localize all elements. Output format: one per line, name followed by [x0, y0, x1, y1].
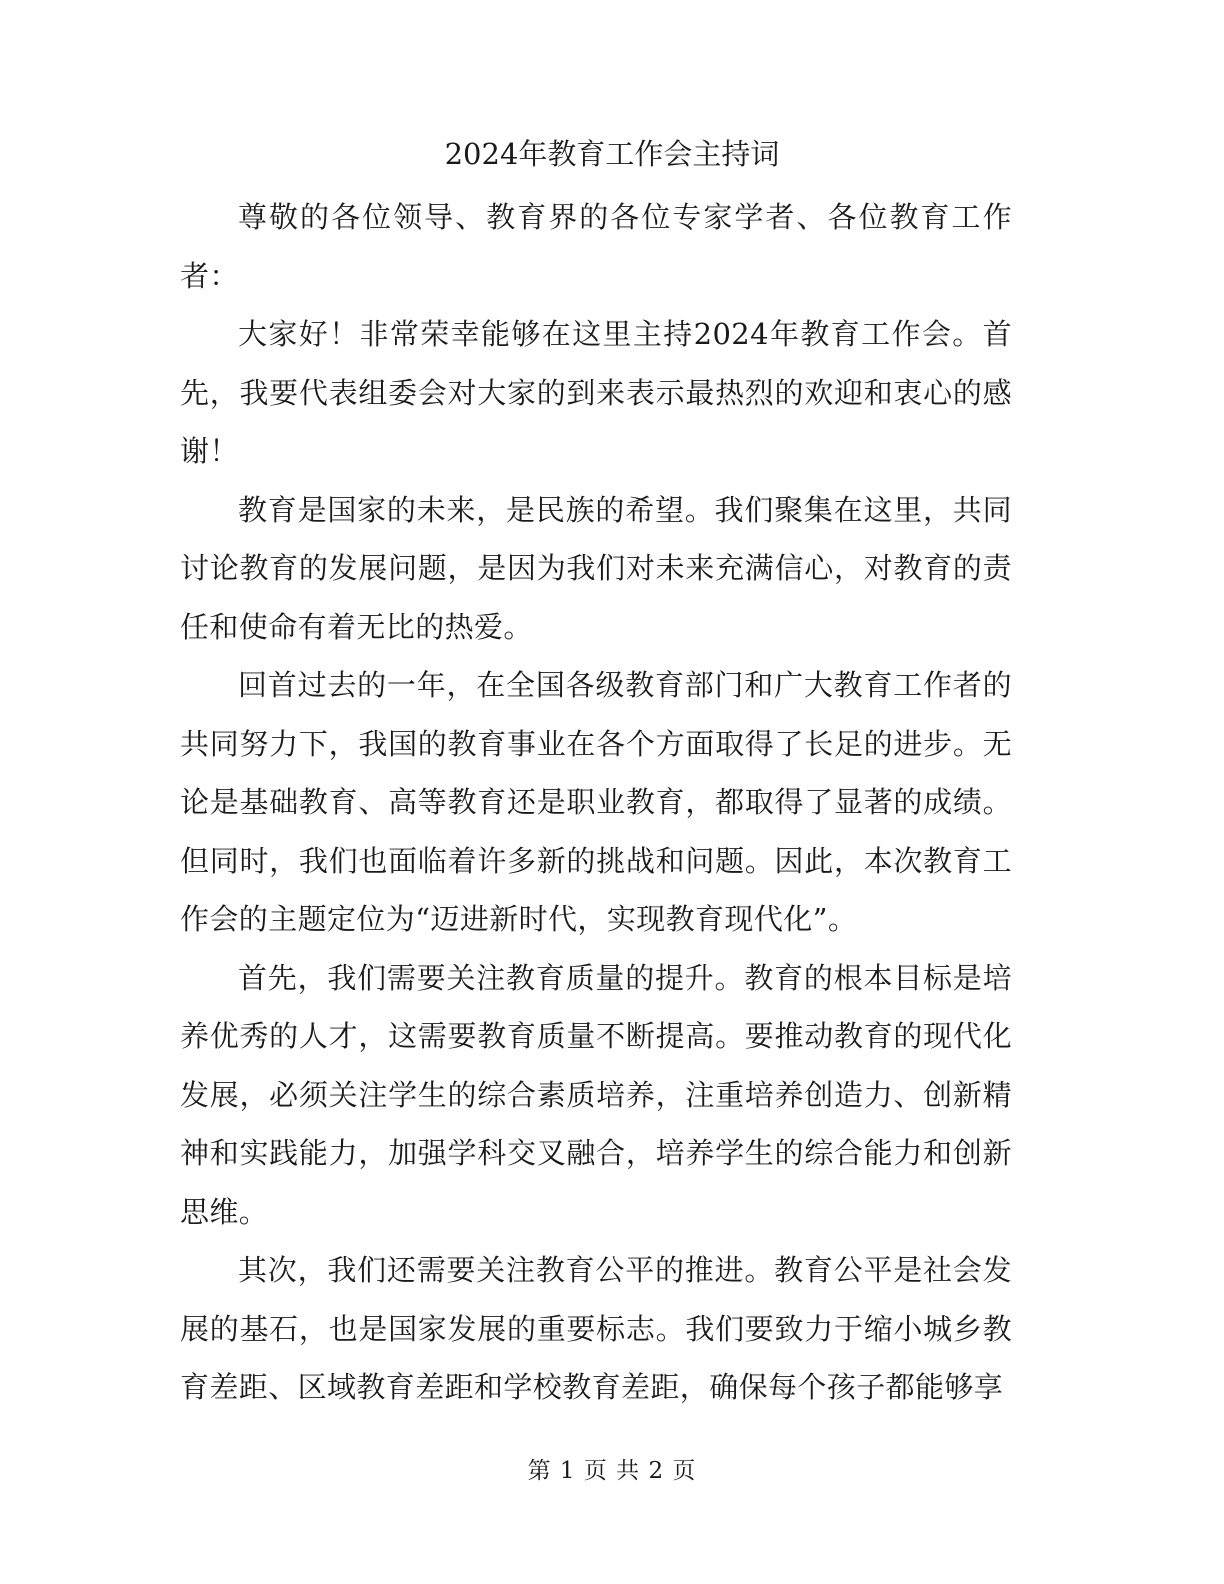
document-body	[180, 188, 1012, 1417]
paragraph-equity: 其次，我们还需要关注教育公平的推进。教育公平是社会发展的基石，也是国家发展的重要标志。我们要致力于缩小城乡教育差距、区域教育差距和学校教育差距，确保每个孩子都能够享	[180, 1253, 1012, 1404]
paragraph-greeting: 大家好！非常荣幸能够在这里主持2024年教育工作会。首先，我要代表组委会对大家的到来表示最热烈的欢迎和衷心的感谢！	[180, 317, 1012, 468]
paragraph-education-future: 教育是国家的未来，是民族的希望。我们聚集在这里，共同讨论教育的发展问题，是因为我们对未来充满信心，对教育的责任和使命有着无比的热爱。	[180, 492, 1012, 644]
paragraph-review: 回首过去的一年，在全国各级教育部门和广大教育工作者的共同努力下，我国的教育事业在各个方面取得了长足的进步。无论是基础教育、高等教育还是职业教育，都取得了显著的成绩。但同时，我们也面临着许多新的挑战和问题。因此，本次教育工作会的主题定位为“迈进新时代，实现教育现代化”。	[180, 668, 1012, 936]
document-title: 2024年教育工作会主持词	[444, 137, 780, 171]
page-footer: 第 1 页 共 2 页	[527, 1458, 697, 1484]
paragraph-salutation: 尊敬的各位领导、教育界的各位专家学者、各位教育工作者：	[180, 200, 1012, 293]
paragraph-quality: 首先，我们需要关注教育质量的提升。教育的根本目标是培养优秀的人才，这需要教育质量不断提高。要推动教育的现代化发展，必须关注学生的综合素质培养，注重培养创造力、创新精神和实践能力，加强学科交叉融合，培养学生的综合能力和创新思维。	[180, 960, 1012, 1229]
